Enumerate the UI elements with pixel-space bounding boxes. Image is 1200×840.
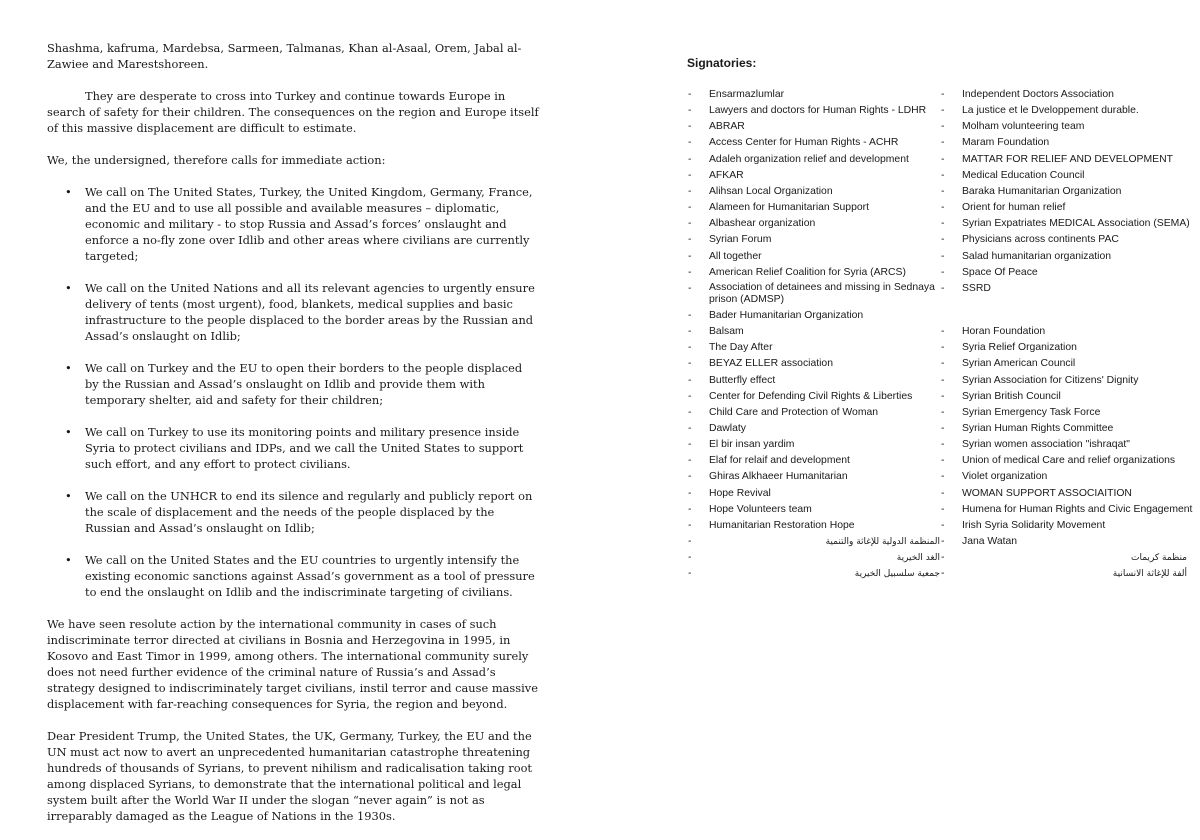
signatory-name: Horan Foundation (962, 326, 1046, 338)
signatory-name: Alameen for Humanitarian Support (709, 202, 869, 214)
signatory-name: Syrian British Council (962, 390, 1061, 402)
list-dash: - (941, 185, 945, 197)
signatory-name: Syrian Human Rights Committee (962, 422, 1114, 434)
signatory-name: Syrian Association for Citizens' Dignity (962, 374, 1139, 386)
list-dash: - (688, 202, 692, 214)
signatory-name: El bir insan yardim (709, 439, 795, 451)
list-item (687, 453, 940, 469)
list-dash: - (688, 153, 692, 165)
signatory-name: Elaf for relaif and development (709, 455, 850, 467)
list-item (687, 216, 940, 232)
list-dash: - (688, 568, 692, 580)
list-dash: - (941, 422, 945, 434)
list-item (687, 421, 940, 437)
list-dash: - (941, 406, 945, 418)
list-dash: - (941, 153, 945, 165)
list-dash: - (941, 89, 945, 100)
signatory-name: Albashear organization (709, 218, 816, 230)
signatory-name: Irish Syria Solidarity Movement (962, 519, 1106, 531)
signatories-column-1 (687, 87, 940, 583)
list-item (940, 103, 1187, 119)
list-dash: - (688, 169, 692, 181)
signatory-name: The Day After (709, 342, 773, 354)
signatories-column-2 (940, 87, 1193, 583)
signatory-name: Baraka Humanitarian Organization (962, 185, 1122, 197)
list-item (940, 324, 1187, 340)
list-item (687, 308, 940, 324)
list-item (940, 249, 1187, 265)
list-item (940, 152, 1187, 168)
signatory-name: Association of detainees and missing in Sednaya prison (ADMSP) (709, 281, 935, 306)
list-dash: - (688, 282, 692, 294)
list-dash: - (941, 234, 945, 246)
list-item (940, 168, 1187, 184)
list-dash: - (688, 487, 692, 499)
list-item (940, 135, 1187, 151)
signatory-name: Hope Volunteers team (709, 503, 812, 515)
list-dash: - (941, 105, 945, 117)
signatory-name: Access Center for Human Rights - ACHR (709, 137, 899, 149)
signatory-name: Maram Foundation (962, 137, 1050, 149)
list-item (940, 389, 1187, 405)
list-item (687, 324, 940, 340)
list-item (687, 373, 940, 389)
list-item (687, 232, 940, 248)
signatory-name: AFKAR (709, 169, 744, 181)
list-dash: - (688, 234, 692, 246)
list-dash: - (941, 342, 945, 354)
signatory-name: American Relief Coalition for Syria (ARCS) (709, 266, 906, 278)
signatory-name: Butterfly effect (709, 374, 776, 386)
list-dash: - (688, 326, 692, 338)
signatory-name: Ghiras Alkhaeer Humanitarian (709, 471, 848, 483)
spacer (940, 297, 1187, 324)
letter-text (47, 40, 539, 840)
list-dash: - (941, 439, 945, 451)
list-item (687, 405, 940, 421)
list-dash: - (688, 536, 692, 548)
list-item (687, 168, 940, 184)
signatory-name: Ensarmazlumlar (709, 89, 785, 100)
list-dash: - (688, 266, 692, 278)
list-item (687, 200, 940, 216)
list-dash: - (941, 282, 945, 294)
signatory-name: SSRD (962, 282, 991, 294)
list-item (940, 437, 1187, 453)
signatory-name: جمعية سلسبيل الخيرية (854, 569, 940, 580)
list-item (687, 389, 940, 405)
signatory-name: Hope Revival (709, 487, 771, 499)
list-dash: - (941, 374, 945, 386)
list-item (687, 486, 940, 502)
list-dash: - (688, 358, 692, 370)
list-dash: - (688, 439, 692, 451)
list-dash: - (688, 185, 692, 197)
signatory-name: La justice et le Dveloppement durable. (962, 105, 1139, 117)
list-item (940, 200, 1187, 216)
list-item: • We call on the United Nations and all its relevant agencies to urgently ensure delivery of tents (most urgent), food, blankets, medical supplies and basic infrastructure to the people displaced to the border areas by the Russian and Assad’s onslaught on Idlib; (47, 280, 539, 344)
list-dash: - (941, 536, 945, 548)
list-dash: - (688, 309, 692, 321)
signatory-name: Syria Relief Organization (962, 342, 1077, 354)
list-dash: - (688, 552, 692, 564)
list-item (940, 469, 1187, 485)
list-item (940, 119, 1187, 135)
signatory-name: Humena for Human Rights and Civic Engagement (962, 503, 1193, 515)
signatory-name: Salad humanitarian organization (962, 250, 1112, 262)
list-dash: - (941, 218, 945, 230)
signatory-name: Molham volunteering team (962, 121, 1085, 133)
list-dash: - (941, 471, 945, 483)
list-dash: - (688, 250, 692, 262)
list-item (940, 550, 1187, 566)
list-dash: - (941, 487, 945, 499)
signatory-name: Syrian Emergency Task Force (962, 406, 1101, 418)
list-dash: - (941, 358, 945, 370)
list-item (687, 152, 940, 168)
list-dash: - (941, 455, 945, 467)
list-dash: - (941, 519, 945, 531)
list-item (687, 534, 940, 550)
list-item (940, 281, 1187, 297)
list-item (940, 356, 1187, 372)
list-item: • We call on The United States, Turkey, the United Kingdom, Germany, France, and the EU and to use all possible and available measures – diplomatic, economic and military - to stop Russia and Assad’s forces’ onslaught and enforce a no-fly zone over Idlib and other areas where civilians are currently targeted; (47, 184, 539, 264)
list-item (687, 87, 940, 103)
list-item (687, 518, 940, 534)
list-item (940, 265, 1187, 281)
list-dash: - (688, 105, 692, 117)
list-dash: - (688, 406, 692, 418)
list-item (940, 340, 1187, 356)
signatory-name: المنظمة الدولية للإغاثة والتنمية (825, 537, 940, 548)
paragraph-precedent: We have seen resolute action by the international community in cases of such indiscriminate terror directed at civilians in Bosnia and Herzegovina in 1995, in Kosovo and East Timor in 1999, among others. The international community surely does not need further evidence of the criminal nature of Russia’s and Assad’s strategy designed to indiscriminately target civilians, instil terror and cause massive displacement with far-reaching consequences for Syria, the region and beyond. (47, 617, 538, 711)
list-item (940, 534, 1187, 550)
signatory-name: Syrian women association "ishraqat" (962, 439, 1130, 451)
list-item: • We call on the United States and the EU countries to urgently intensify the existing economic sanctions against Assad’s government as a tool of pressure to end the onslaught on Idlib and the indiscriminate targeting of civilians. (47, 552, 539, 600)
list-dash: - (688, 519, 692, 531)
list-dash: - (941, 250, 945, 262)
paragraph-towns: Shashma, kafruma, Mardebsa, Sarmeen, Talmanas, Khan al-Asaal, Orem, Jabal al-Zawiee and Marestshoreen. (47, 41, 522, 71)
list-item (940, 421, 1187, 437)
signatory-name: Child Care and Protection of Woman (709, 406, 879, 418)
signatory-name: Orient for human relief (962, 202, 1066, 214)
signatory-name: ABRAR (709, 121, 745, 133)
paragraph-appeal: Dear President Trump, the United States, the UK, Germany, Turkey, the EU and the UN must act now to avert an unprecedented humanitarian catastrophe threatening hundreds of thousands of Syrians, to prevent nihilism and radicalisation taking root among displaced Syrians, to demonstrate that the international political and legal system built after the World War II under the slogan “never again” is not as irreparably damaged as the League of Nations in the 1930s. (47, 729, 533, 823)
signatory-name: Union of medical Care and relief organizations (962, 455, 1176, 467)
signatory-name: Jana Watan (962, 536, 1018, 548)
list-item (687, 550, 940, 566)
list-item (940, 184, 1187, 200)
list-dash: - (688, 89, 692, 100)
list-item (687, 502, 940, 518)
list-dash: - (688, 455, 692, 467)
signatory-name: Humanitarian Restoration Hope (709, 519, 855, 531)
signatory-name: Space Of Peace (962, 266, 1038, 278)
signatories-title: Signatories: (687, 56, 757, 70)
list-item: • We call on Turkey to use its monitoring points and military presence inside Syria to protect civilians and IDPs, and we call the United States to support such effort, and any effort to protect civilians. (47, 424, 539, 472)
signatory-name: Center for Defending Civil Rights & Liberties (709, 390, 913, 402)
list-dash: - (941, 568, 945, 580)
list-item (687, 135, 940, 151)
list-item: • We call on Turkey and the EU to open their borders to the people displaced by the Russian and Assad’s onslaught on Idlib and provide them with temporary shelter, aid and safety for their children; (47, 360, 539, 408)
signatory-name: Bader Humanitarian Organization (709, 309, 864, 321)
list-dash: - (688, 218, 692, 230)
list-item (687, 356, 940, 372)
list-dash: - (941, 503, 945, 515)
signatory-name: Syrian American Council (962, 358, 1076, 370)
list-item: • We call on the UNHCR to end its silence and regularly and publicly report on the scale of displacement and the needs of the people displaced by the Russian and Assad’s onslaught on Idlib; (47, 488, 539, 536)
list-dash: - (688, 422, 692, 434)
list-item (940, 453, 1187, 469)
list-item (687, 103, 940, 119)
list-item (940, 486, 1187, 502)
list-item (687, 566, 940, 582)
list-dash: - (688, 121, 692, 133)
signatory-name: Lawyers and doctors for Human Rights - LDHR (709, 105, 927, 117)
list-item (687, 184, 940, 200)
list-dash: - (941, 390, 945, 402)
list-item (687, 469, 940, 485)
signatory-name: Violet organization (962, 471, 1048, 483)
signatory-name: ألفة للإغاثة الانسانية (1112, 569, 1187, 580)
list-item (940, 566, 1187, 582)
list-item (940, 87, 1187, 103)
signatory-name: Adaleh organization relief and development (709, 153, 909, 165)
signatory-name: منظمة كريمات (1131, 553, 1187, 564)
signatory-name: Medical Education Council (962, 169, 1085, 181)
list-dash: - (941, 202, 945, 214)
list-dash: - (941, 121, 945, 133)
signatory-name: Syrian Forum (709, 234, 772, 246)
signatory-name: Syrian Expatriates MEDICAL Association (SEMA) (962, 218, 1190, 230)
signatory-name: WOMAN SUPPORT ASSOCIAITION (962, 487, 1132, 499)
signatory-name: Independent Doctors Association (962, 89, 1114, 100)
signatory-name: الغد الخيرية (896, 553, 940, 564)
list-item (940, 405, 1187, 421)
list-dash: - (688, 503, 692, 515)
list-dash: - (941, 266, 945, 278)
list-item (940, 232, 1187, 248)
list-item (687, 265, 940, 281)
list-item (687, 437, 940, 453)
list-dash: - (941, 326, 945, 338)
list-item (687, 281, 940, 308)
list-dash: - (688, 390, 692, 402)
list-item (687, 249, 940, 265)
list-dash: - (941, 552, 945, 564)
list-item (940, 373, 1187, 389)
list-item (687, 119, 940, 135)
paragraph-call-intro: We, the undersigned, therefore calls for immediate action: (47, 153, 386, 167)
demands-list (47, 184, 539, 600)
signatory-name: All together (709, 250, 762, 262)
list-dash: - (688, 137, 692, 149)
list-item (940, 518, 1187, 534)
list-item (940, 216, 1190, 232)
signatory-name: BEYAZ ELLER association (709, 358, 833, 370)
signatory-name: MATTAR FOR RELIEF AND DEVELOPMENT (962, 153, 1173, 165)
list-dash: - (941, 137, 945, 149)
signatory-name: Balsam (709, 326, 744, 338)
list-dash: - (688, 471, 692, 483)
signatories-section (687, 56, 1193, 583)
list-dash: - (941, 169, 945, 181)
list-dash: - (688, 374, 692, 386)
signatory-name: Dawlaty (709, 422, 746, 434)
list-item (940, 502, 1193, 518)
signatory-name: Alihsan Local Organization (709, 185, 833, 197)
list-dash: - (688, 342, 692, 354)
list-item (687, 340, 940, 356)
signatory-name: Physicians across continents PAC (962, 234, 1119, 246)
paragraph-desperate: They are desperate to cross into Turkey and continue towards Europe in search of safety for their children. The consequences on the region and Europe itself of this massive displacement are difficult to estimate. (47, 89, 539, 135)
